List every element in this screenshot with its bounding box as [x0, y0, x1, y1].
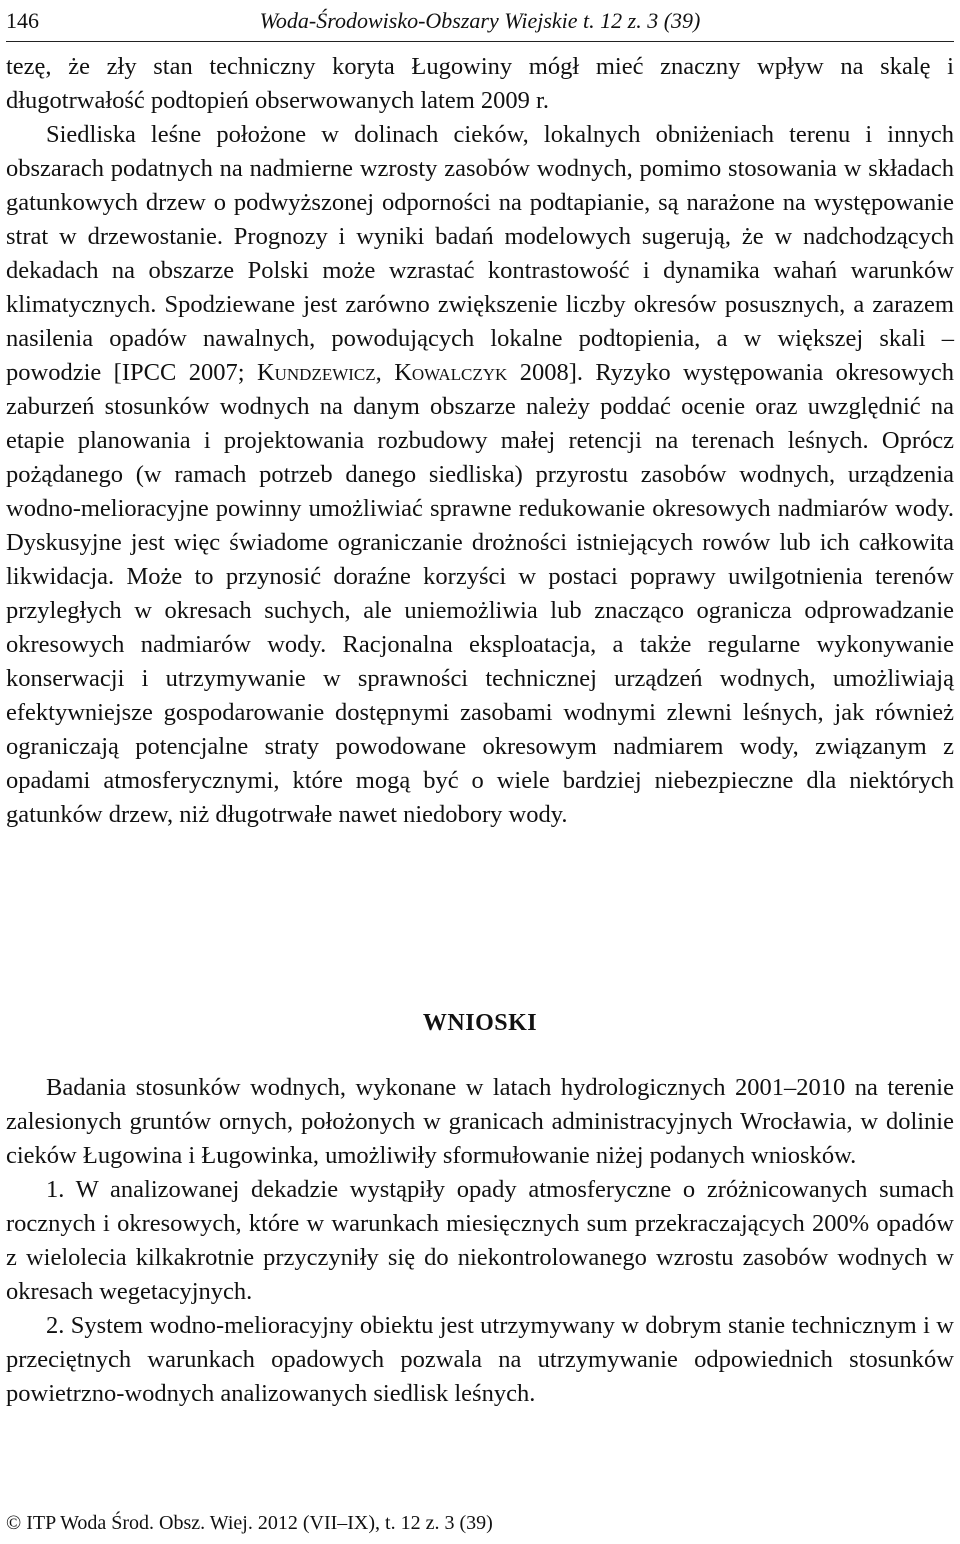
- page-footer: © ITP Woda Środ. Obsz. Wiej. 2012 (VII–IX), t. 12 z. 3 (39): [6, 1512, 493, 1534]
- main-text: [6, 50, 954, 832]
- continuation-paragraph: tezę, że zły stan techniczny koryta Ługowiny mógł mieć znaczny wpływ na skalę i długotrwałość podtopień obserwowanych latem 2009 r.: [6, 53, 954, 114]
- conclusions-intro: Badania stosunków wodnych, wykonane w latach hydrologicznych 2001–2010 na terenie zalesionych gruntów ornych, położonych w granicach administracyjnych Wrocławia, w dolinie cieków Ługowina i Ługowinka, umożliwiły sformułowanie niżej podanych wniosków.: [6, 1074, 954, 1169]
- paragraph-text-start: Siedliska leśne położone w dolinach cieków, lokalnych obniżeniach terenu i innych obszarach podatnych na nadmierne wzrosty zasobów wodnych, pomimo stosowania w składach gatunkowych drzew o podwyższonej odporności na podtapianie, są narażone na występowanie strat w drzewostanie. Prognozy i wyniki badań modelowych sugerują, że w nadchodzących dekadach na obszarze Polski może wzrastać kontrastowość i dynamika wahań warunków klimatycznych. Spodziewane jest zarówno zwiększenie liczby okresów posusznych, a zarazem nasilenia opadów nawalnych, powodujących lokalne podtopienia, a w większej skali – powodzie [IPCC 2007;: [6, 121, 954, 386]
- section-heading: WNIOSKI: [422, 1010, 538, 1036]
- running-title: Woda-Środowisko-Obszary Wiejskie t. 12 z. 3 (39): [259, 8, 701, 33]
- conclusions-section: [6, 1071, 954, 1411]
- conclusion-item-1: 1. W analizowanej dekadzie wystąpiły opady atmosferyczne o zróżnicowanych sumach rocznych i okresowych, które w warunkach miesięcznych sum przekraczających 200% opadów z wielolecia kilkakrotnie przyczyniły się do niekontrolowanego wzrostu zasobów wodnych w okresach wegetacyjnych.: [6, 1176, 954, 1305]
- page-number: 146: [6, 8, 39, 33]
- citation-authors: Kundzewicz, Kowalczyk: [256, 359, 508, 386]
- body-paragraph: [6, 118, 954, 832]
- header-divider: [6, 41, 954, 42]
- conclusion-item-2: 2. System wodno-melioracyjny obiektu jest utrzymywany w dobrym stanie technicznym i w przeciętnych warunkach opadowych pozwala na utrzymywanie odpowiednich stosunków powietrzno-wodnych analizowanych siedlisk leśnych.: [6, 1312, 954, 1407]
- page-header: [6, 4, 954, 38]
- paragraph-text-end: 2008]. Ryzyko występowania okresowych zaburzeń stosunków wodnych na danym obszarze należy poddać ocenie oraz uwzględnić na etapie planowania i projektowania rozbudowy małej retencji na terenach leśnych. Oprócz pożądanego (w ramach potrzeb danego siedliska) przyrostu zasobów wodnych, urządzenia wodno-melioracyjne powinny umożliwiać sprawne redukowanie okresowych nadmiarów wody. Dyskusyjne jest więc świadome ograniczanie drożności istniejących rowów lub ich całkowita likwidacja. Może to przynosić doraźne korzyści w postaci poprawy uwilgotnienia terenów przyległych w okresach suchych, ale uniemożliwia lub znacząco ogranicza odprowadzanie okresowych nadmiarów wody. Racjonalna eksploatacja, a także regularne wykonywanie konserwacji i utrzymywanie w sprawności technicznej urządzeń wodnych, umożliwiają efektywniejsze gospodarowanie dostępnymi zasobami wodnymi zlewni leśnych, jak również ograniczają potencjalne straty powodowane okresowym nadmiarem wody, związanym z opadami atmosferycznymi, które mogą być o wiele bardziej niebezpieczne dla niektórych gatunków drzew, niż długotrwałe nawet niedobory wody.: [6, 359, 955, 828]
